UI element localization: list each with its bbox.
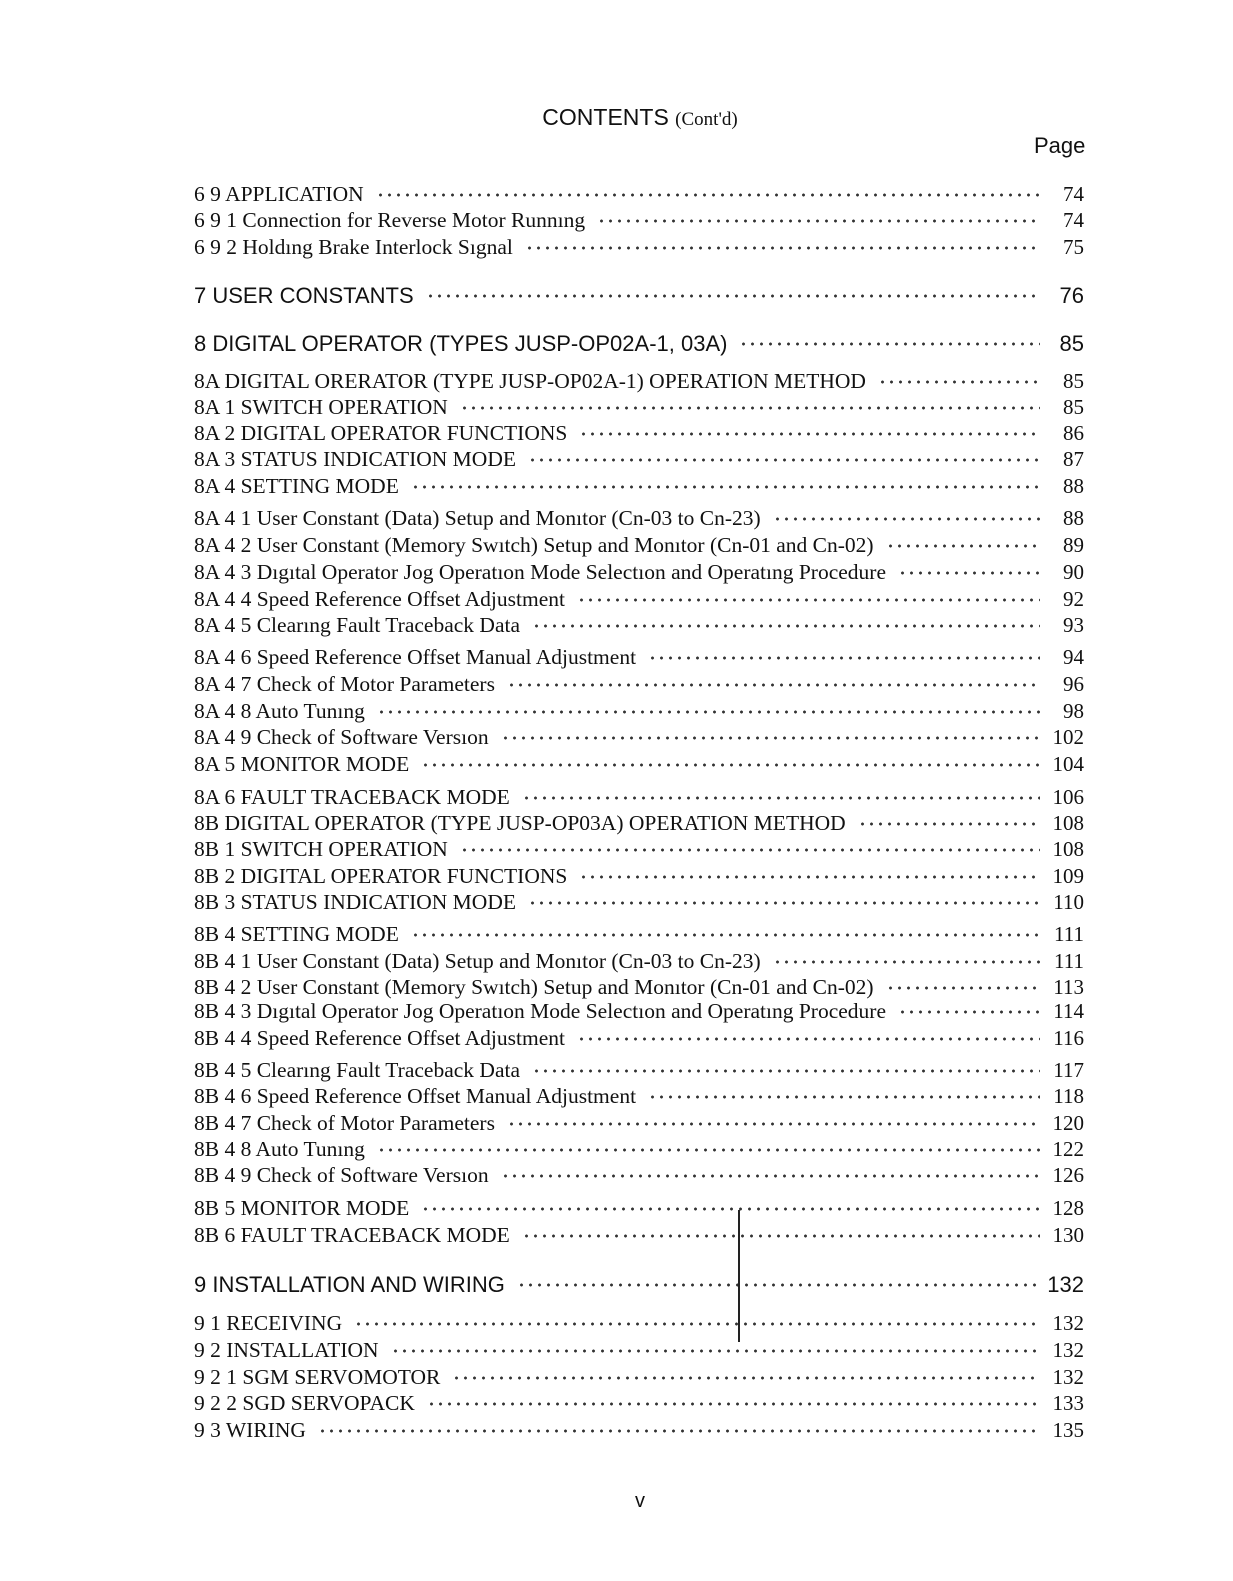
toc-entry-page: 110 bbox=[1053, 890, 1084, 914]
toc-entry-page: 88 bbox=[1063, 506, 1084, 530]
dot-leader bbox=[507, 1121, 1040, 1127]
toc-entry-label: 8A 4 SETTING MODE bbox=[194, 474, 399, 498]
toc-entry-label: 6 9 2 Holdıng Brake Interlock Sıgnal bbox=[194, 235, 513, 259]
dot-leader bbox=[532, 1068, 1040, 1074]
toc-entry-label: 8A 5 MONITOR MODE bbox=[194, 752, 410, 776]
dot-leader bbox=[579, 431, 1040, 437]
toc-entry[interactable] bbox=[194, 613, 1084, 639]
toc-entry-page: 93 bbox=[1063, 613, 1084, 637]
toc-entry-label: 8B 3 STATUS INDICATION MODE bbox=[194, 890, 516, 914]
toc-entry-label: 8A 4 1 User Constant (Data) Setup and Monıtor (Cn-03 to Cn-23) bbox=[194, 506, 761, 530]
toc-entry-page: 106 bbox=[1052, 785, 1084, 809]
toc-entry-page: 108 bbox=[1052, 811, 1084, 835]
toc-entry-page: 96 bbox=[1063, 672, 1084, 696]
toc-entry-page: 117 bbox=[1053, 1058, 1084, 1082]
toc-entry-label: 8A 6 FAULT TRACEBACK MODE bbox=[194, 785, 510, 809]
dot-leader bbox=[577, 1036, 1040, 1042]
dot-leader bbox=[460, 847, 1040, 853]
toc-entry-label: 8B 4 5 Clearıng Fault Traceback Data bbox=[194, 1058, 521, 1082]
toc-entry[interactable] bbox=[194, 949, 1084, 975]
toc-entry-label: 8B 4 6 Speed Reference Offset Manual Adjustment bbox=[194, 1084, 637, 1108]
toc-entry-label: 9 1 RECEIVING bbox=[194, 1311, 343, 1335]
toc-entry-label: 8 DIGITAL OPERATOR (TYPES JUSP-OP02A-1, 03A) bbox=[194, 331, 728, 356]
toc-entry-page: 135 bbox=[1052, 1418, 1084, 1442]
dot-leader bbox=[858, 821, 1040, 827]
dot-leader bbox=[501, 735, 1040, 741]
dot-leader bbox=[507, 682, 1040, 688]
toc-entry[interactable] bbox=[194, 1311, 1084, 1337]
dot-leader bbox=[376, 192, 1040, 198]
toc-entry-label: 8A 4 3 Dıgıtal Operator Jog Operatıon Mode Selectıon and Operatıng Procedure bbox=[194, 560, 886, 584]
toc-entry-page: 122 bbox=[1052, 1137, 1084, 1161]
toc-entry-label: 7 USER CONSTANTS bbox=[194, 283, 414, 308]
toc-entry-page: 85 bbox=[1059, 331, 1084, 356]
toc-entry[interactable] bbox=[194, 369, 1084, 395]
toc-entry-label: 8B 4 7 Check of Motor Parameters bbox=[194, 1111, 495, 1135]
dot-leader bbox=[525, 245, 1040, 251]
dot-leader bbox=[411, 484, 1040, 490]
toc-entry-label: 8A 4 7 Check of Motor Parameters bbox=[194, 672, 495, 696]
toc-entry-page: 108 bbox=[1052, 837, 1084, 861]
toc-entry-label: 8A 4 6 Speed Reference Offset Manual Adjustment bbox=[194, 645, 637, 669]
toc-entry[interactable] bbox=[194, 560, 1084, 586]
toc-entry[interactable] bbox=[194, 864, 1084, 890]
toc-entry-page: 92 bbox=[1063, 587, 1084, 611]
toc-entry-page: 132 bbox=[1052, 1365, 1084, 1389]
toc-entry-page: 132 bbox=[1047, 1272, 1084, 1297]
toc-entry-label: 8B 6 FAULT TRACEBACK MODE bbox=[194, 1223, 510, 1247]
toc-entry-label: 9 2 1 SGM SERVOMOTOR bbox=[194, 1365, 441, 1389]
toc-entry[interactable] bbox=[194, 999, 1084, 1025]
toc-entry-label: 9 2 2 SGD SERVOPACK bbox=[194, 1391, 415, 1415]
toc-entry[interactable] bbox=[194, 587, 1084, 613]
page-number: v bbox=[635, 1490, 645, 1512]
toc-entry-page: 133 bbox=[1052, 1391, 1084, 1415]
toc-entry-page: 114 bbox=[1053, 999, 1084, 1023]
toc-entry-page: 89 bbox=[1063, 533, 1084, 557]
toc-entry-page: 86 bbox=[1063, 421, 1084, 445]
toc-entry[interactable] bbox=[194, 672, 1084, 698]
dot-leader bbox=[898, 1009, 1040, 1015]
dot-leader bbox=[377, 709, 1040, 715]
toc-entry-page: 132 bbox=[1052, 1338, 1084, 1362]
toc-chapter-entry[interactable] bbox=[194, 1272, 1084, 1298]
toc-entry[interactable] bbox=[194, 699, 1084, 725]
toc-entry-page: 118 bbox=[1053, 1084, 1084, 1108]
toc-entry-page: 88 bbox=[1063, 474, 1084, 498]
toc-entry-page: 90 bbox=[1063, 560, 1084, 584]
dot-leader bbox=[898, 570, 1040, 576]
dot-leader bbox=[577, 597, 1040, 603]
toc-entry[interactable] bbox=[194, 1365, 1084, 1391]
dot-leader bbox=[597, 218, 1040, 224]
toc-entry-label: 8B 4 8 Auto Tunıng bbox=[194, 1137, 365, 1161]
dot-leader bbox=[522, 795, 1040, 801]
toc-entry-label: 8A 4 5 Clearıng Fault Traceback Data bbox=[194, 613, 521, 637]
toc-entry-page: 113 bbox=[1053, 975, 1084, 999]
dot-leader bbox=[528, 900, 1040, 906]
dot-leader bbox=[886, 985, 1040, 991]
toc-entry-label: 8A 3 STATUS INDICATION MODE bbox=[194, 447, 516, 471]
toc-entry-label: 8B 4 SETTING MODE bbox=[194, 922, 399, 946]
dot-leader bbox=[391, 1348, 1040, 1354]
toc-entry-label: 8B 4 2 User Constant (Memory Swıtch) Setup and Monıtor (Cn-01 and Cn-02) bbox=[194, 975, 874, 999]
toc-entry-label: 8B 2 DIGITAL OPERATOR FUNCTIONS bbox=[194, 864, 568, 888]
toc-entry[interactable] bbox=[194, 1223, 1084, 1249]
toc-entry[interactable] bbox=[194, 1163, 1084, 1189]
dot-leader bbox=[421, 762, 1040, 768]
toc-entry-page: 87 bbox=[1063, 447, 1084, 471]
toc-entry[interactable] bbox=[194, 1026, 1084, 1052]
dot-leader bbox=[501, 1173, 1040, 1179]
toc-entry-page: 75 bbox=[1063, 235, 1084, 259]
toc-entry-label: 8B 1 SWITCH OPERATION bbox=[194, 837, 448, 861]
toc-entry[interactable] bbox=[194, 506, 1084, 532]
page-column-heading: Page bbox=[1034, 133, 1086, 158]
toc-entry-page: 120 bbox=[1052, 1111, 1084, 1135]
dot-leader bbox=[886, 543, 1040, 549]
toc-entry-label: 8A 4 9 Check of Software Versıon bbox=[194, 725, 489, 749]
toc-chapter-entry[interactable] bbox=[194, 283, 1084, 309]
toc-entry-page: 126 bbox=[1052, 1163, 1084, 1187]
toc-entry[interactable] bbox=[194, 533, 1084, 559]
contents-continued: (Cont'd) bbox=[675, 109, 738, 130]
toc-chapter-entry[interactable] bbox=[194, 331, 1084, 357]
dot-leader bbox=[421, 1206, 1040, 1212]
toc-entry-label: 6 9 1 Connection for Reverse Motor Runnıng bbox=[194, 208, 586, 232]
toc-entry-label: 9 3 WIRING bbox=[194, 1418, 306, 1442]
toc-entry[interactable] bbox=[194, 837, 1084, 863]
toc-entry-page: 132 bbox=[1052, 1311, 1084, 1335]
toc-entry[interactable] bbox=[194, 421, 1084, 447]
dot-leader bbox=[532, 623, 1040, 629]
toc-entry-label: 8B 4 4 Speed Reference Offset Adjustment bbox=[194, 1026, 565, 1050]
toc-entry-page: 128 bbox=[1052, 1196, 1084, 1220]
dot-leader bbox=[773, 959, 1040, 965]
toc-entry[interactable] bbox=[194, 1196, 1084, 1222]
toc-entry-label: 8A 4 2 User Constant (Memory Swıtch) Setup and Monıtor (Cn-01 and Cn-02) bbox=[194, 533, 874, 557]
toc-entry-label: 6 9 APPLICATION bbox=[194, 182, 364, 206]
dot-leader bbox=[318, 1428, 1040, 1434]
dot-leader bbox=[739, 341, 1040, 347]
toc-entry[interactable] bbox=[194, 1391, 1084, 1417]
toc-entry[interactable] bbox=[194, 395, 1084, 421]
toc-entry[interactable] bbox=[194, 811, 1084, 837]
toc-entry-label: 9 2 INSTALLATION bbox=[194, 1338, 379, 1362]
toc-entry-page: 85 bbox=[1063, 395, 1084, 419]
toc-entry-label: 9 INSTALLATION AND WIRING bbox=[194, 1272, 505, 1297]
toc-entry[interactable] bbox=[194, 752, 1084, 778]
toc-entry-page: 74 bbox=[1063, 208, 1084, 232]
toc-entry-page: 104 bbox=[1052, 752, 1084, 776]
dot-leader bbox=[878, 379, 1040, 385]
toc-entry-label: 8B 4 1 User Constant (Data) Setup and Monıtor (Cn-03 to Cn-23) bbox=[194, 949, 761, 973]
dot-leader bbox=[517, 1282, 1037, 1288]
toc-entry-label: 8B 4 3 Dıgıtal Operator Jog Operatıon Mode Selectıon and Operatıng Procedure bbox=[194, 999, 886, 1023]
toc-entry[interactable] bbox=[194, 1137, 1084, 1163]
toc-entry-page: 94 bbox=[1063, 645, 1084, 669]
toc-entry[interactable] bbox=[194, 890, 1084, 916]
dot-leader bbox=[648, 655, 1040, 661]
toc-entry[interactable] bbox=[194, 208, 1084, 234]
toc-entry[interactable] bbox=[194, 1418, 1084, 1444]
page-title bbox=[0, 104, 1233, 131]
toc-entry-label: 8A DIGITAL ORERATOR (TYPE JUSP-OP02A-1) OPERATION METHOD bbox=[194, 369, 866, 393]
dot-leader bbox=[377, 1147, 1040, 1153]
toc-entry[interactable] bbox=[194, 1111, 1084, 1137]
dot-leader bbox=[460, 405, 1040, 411]
toc-entry-label: 8B DIGITAL OPERATOR (TYPE JUSP-OP03A) OPERATION METHOD bbox=[194, 811, 846, 835]
toc-entry-page: 109 bbox=[1052, 864, 1084, 888]
toc-entry[interactable] bbox=[194, 922, 1084, 948]
toc-entry-page: 76 bbox=[1059, 283, 1084, 308]
toc-entry[interactable] bbox=[194, 235, 1084, 261]
toc-entry[interactable] bbox=[194, 447, 1084, 473]
toc-entry-label: 8B 4 9 Check of Software Versıon bbox=[194, 1163, 489, 1187]
toc-entry-label: 8B 5 MONITOR MODE bbox=[194, 1196, 410, 1220]
toc-entry-page: 116 bbox=[1053, 1026, 1084, 1050]
dot-leader bbox=[426, 293, 1040, 299]
toc-entry-label: 8A 4 4 Speed Reference Offset Adjustment bbox=[194, 587, 565, 611]
scan-artifact-line bbox=[738, 1210, 740, 1342]
dot-leader bbox=[354, 1321, 1040, 1327]
toc-entry-label: 8A 4 8 Auto Tunıng bbox=[194, 699, 365, 723]
dot-leader bbox=[579, 874, 1040, 880]
toc-entry[interactable] bbox=[194, 725, 1084, 751]
dot-leader bbox=[648, 1094, 1040, 1100]
dot-leader bbox=[522, 1233, 1040, 1239]
toc-entry-page: 111 bbox=[1054, 949, 1084, 973]
dot-leader bbox=[411, 932, 1040, 938]
contents-heading: CONTENTS bbox=[542, 104, 669, 130]
dot-leader bbox=[452, 1375, 1040, 1381]
dot-leader bbox=[427, 1401, 1040, 1407]
toc-entry[interactable] bbox=[194, 1058, 1084, 1084]
toc-entry-label: 8A 1 SWITCH OPERATION bbox=[194, 395, 448, 419]
dot-leader bbox=[773, 516, 1040, 522]
toc-entry-page: 98 bbox=[1063, 699, 1084, 723]
toc-entry-page: 74 bbox=[1063, 182, 1084, 206]
toc-entry-page: 85 bbox=[1063, 369, 1084, 393]
toc-entry[interactable] bbox=[194, 645, 1084, 671]
toc-entry[interactable] bbox=[194, 1338, 1084, 1364]
toc-entry-label: 8A 2 DIGITAL OPERATOR FUNCTIONS bbox=[194, 421, 568, 445]
toc-entry[interactable] bbox=[194, 182, 1084, 208]
dot-leader bbox=[528, 457, 1040, 463]
toc-entry-page: 111 bbox=[1054, 922, 1084, 946]
toc-entry[interactable] bbox=[194, 474, 1084, 500]
toc-entry[interactable] bbox=[194, 975, 1084, 1001]
toc-entry[interactable] bbox=[194, 1084, 1084, 1110]
toc-entry[interactable] bbox=[194, 785, 1084, 811]
toc-entry-page: 102 bbox=[1052, 725, 1084, 749]
toc-entry-page: 130 bbox=[1052, 1223, 1084, 1247]
